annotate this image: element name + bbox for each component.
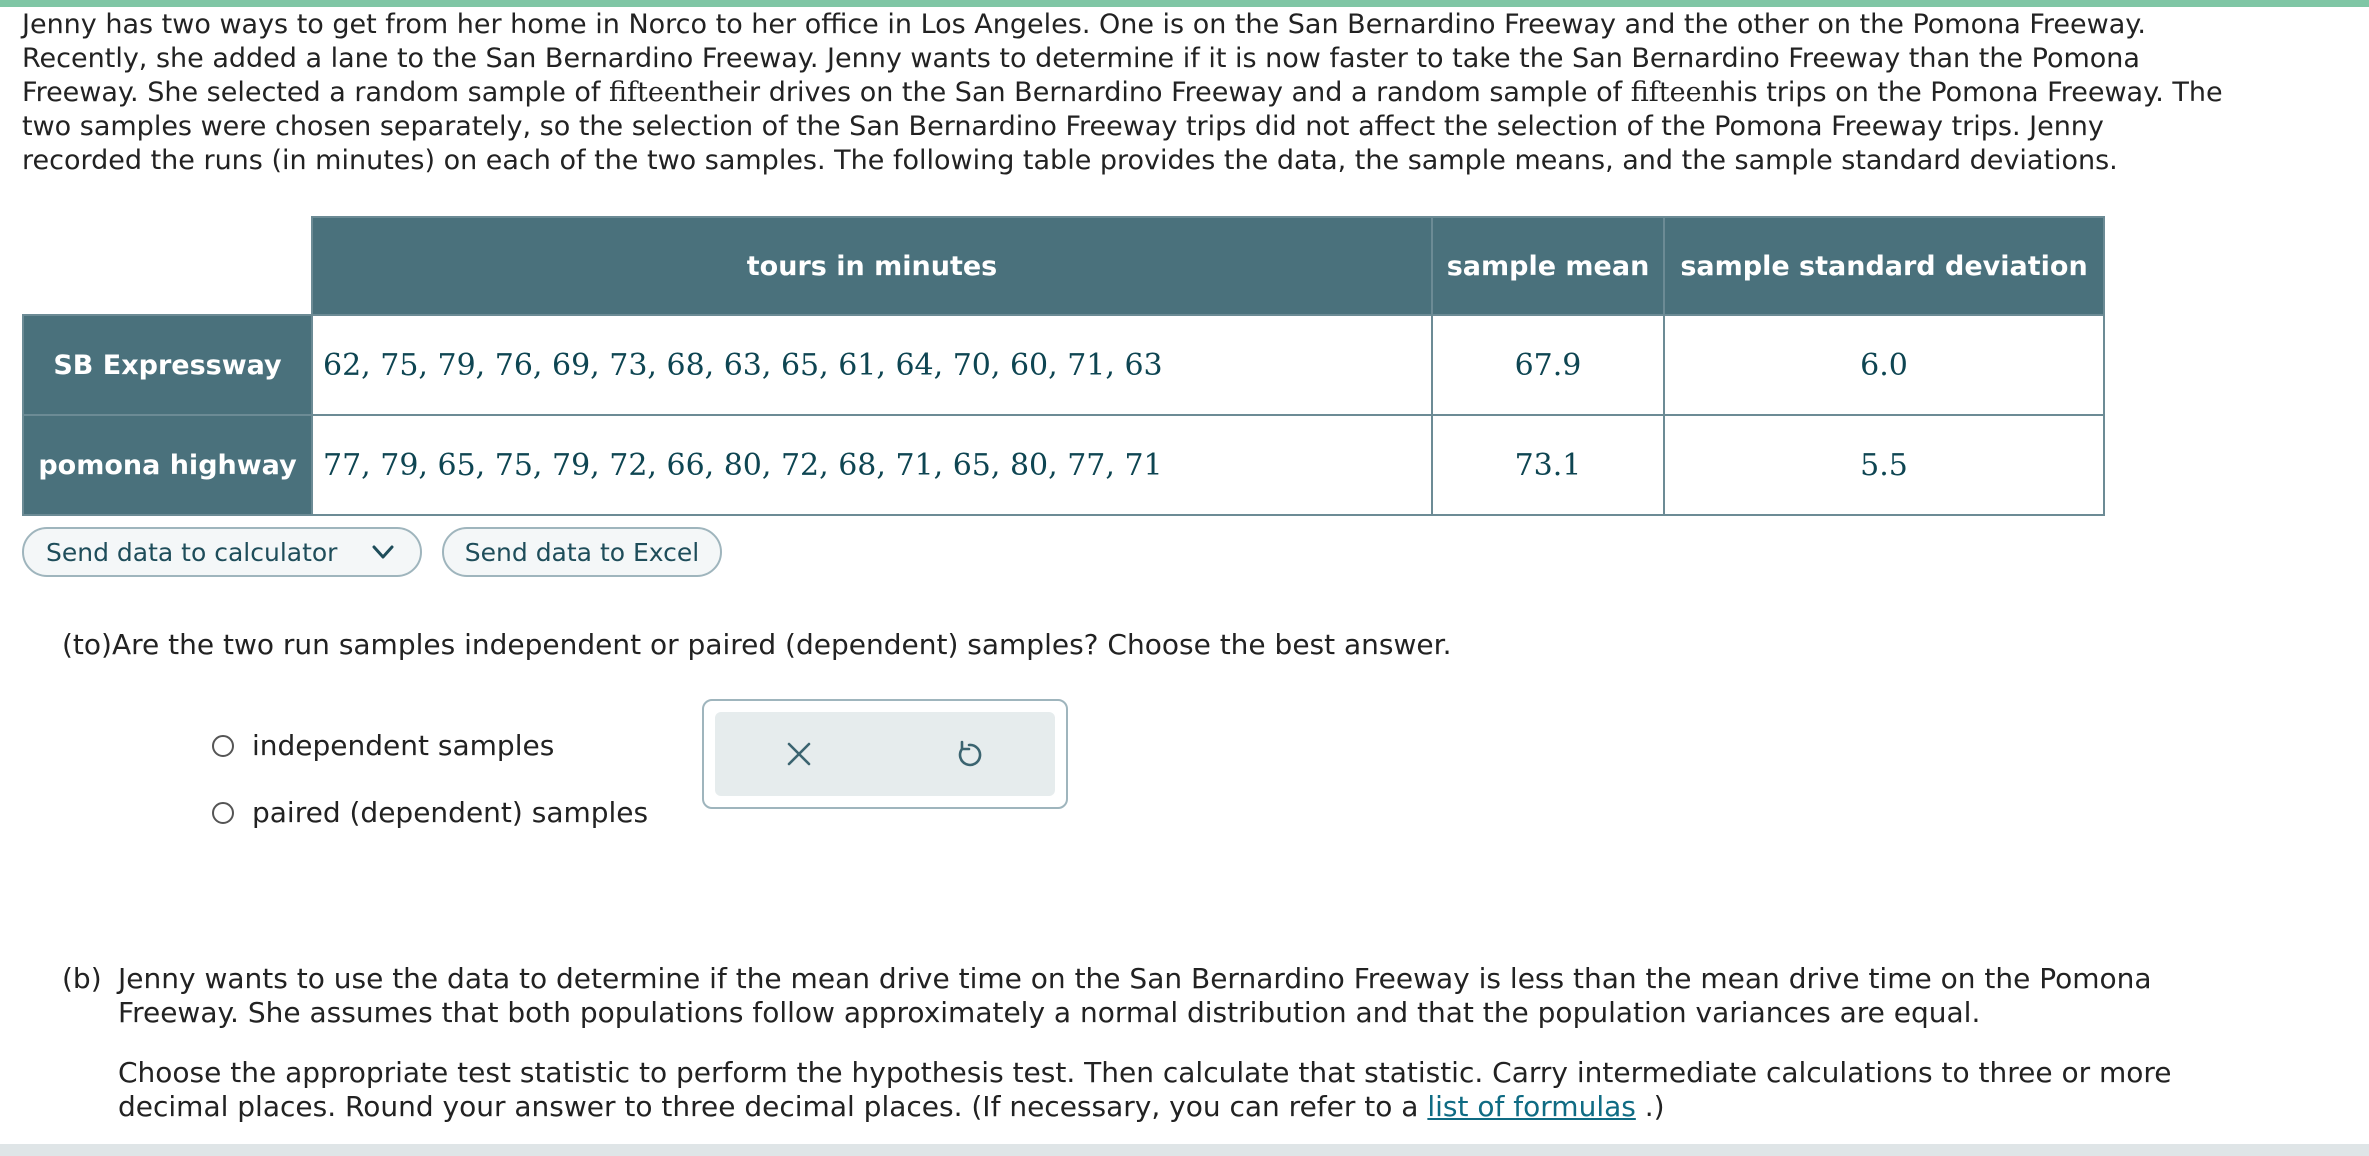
intro-line-3a: Freeway. She selected a random sample of — [22, 77, 601, 108]
intro-overlap-2: fifteen — [1630, 77, 1719, 108]
header-mean: sample mean — [1432, 217, 1664, 315]
intro-line-2: Recently, she added a lane to the San Bernardino Freeway. Jenny wants to determine if it is now faster to take the San Bernardino Freeway than the Pomona — [22, 43, 2140, 74]
row-sd-pomona: 5.5 — [1664, 415, 2104, 515]
option-paired[interactable] — [212, 796, 648, 829]
question-b-line-4b: .) — [1644, 1090, 1665, 1123]
header-tours: tours in minutes — [312, 217, 1432, 315]
row-values-pomona: 77, 79, 65, 75, 79, 72, 66, 80, 72, 68, 71, 65, 80, 77, 71 — [312, 415, 1432, 515]
question-a — [62, 628, 1451, 661]
problem-intro — [22, 8, 2322, 178]
question-b-line-2: Freeway. She assumes that both populations follow approximately a normal distribution and that the population variances are equal. — [118, 996, 1981, 1029]
answer-toolbox-inner — [715, 712, 1055, 796]
header-sd: sample standard deviation — [1664, 217, 2104, 315]
question-b-line-4 — [118, 1090, 2318, 1124]
question-a-label: (to) — [62, 628, 112, 661]
list-of-formulas-link[interactable]: list of formulas — [1427, 1090, 1636, 1123]
send-to-excel-label: Send data to Excel — [464, 537, 700, 567]
option-independent[interactable] — [212, 729, 554, 762]
question-b-instructions — [118, 1056, 2318, 1124]
row-mean-sb: 67.9 — [1432, 315, 1664, 415]
send-to-excel-button[interactable] — [442, 527, 722, 577]
chevron-down-icon[interactable] — [370, 539, 396, 565]
intro-line-4: two samples were chosen separately, so the selection of the San Bernardino Freeway trips did not affect the selection of the Pomona Freeway trips. Jenny — [22, 111, 2104, 142]
row-label-pomona: pomona highway — [23, 415, 312, 515]
question-b-text — [118, 962, 2318, 1030]
question-b-line-3: Choose the appropriate test statistic to perform the hypothesis test. Then calculate that statistic. Carry intermediate calculations to three or more — [118, 1056, 2172, 1089]
option-paired-label[interactable]: paired (dependent) samples — [252, 796, 649, 829]
send-to-calculator-label: Send data to calculator — [46, 537, 338, 567]
question-b-line-1: Jenny wants to use the data to determine if the mean drive time on the San Bernardino Freeway is less than the mean drive time on the Pomona — [118, 962, 2152, 995]
option-independent-label[interactable]: independent samples — [252, 729, 555, 762]
data-table — [22, 216, 2105, 516]
row-label-sb: SB Expressway — [23, 315, 312, 415]
table-row — [23, 315, 2104, 415]
close-icon[interactable] — [781, 736, 817, 772]
question-b-line-4a: decimal places. Round your answer to three decimal places. (If necessary, you can refer to a — [118, 1090, 1419, 1123]
undo-icon[interactable] — [951, 736, 987, 772]
row-values-sb: 62, 75, 79, 76, 69, 73, 68, 63, 65, 61, 64, 70, 60, 71, 63 — [312, 315, 1432, 415]
question-b-label: (b) — [62, 962, 102, 995]
row-mean-pomona: 73.1 — [1432, 415, 1664, 515]
bottom-bar — [0, 1144, 2369, 1156]
table-header-row — [23, 217, 2104, 315]
intro-line-3c: his trips on the Pomona Freeway. The — [1718, 77, 2223, 108]
radio-paired[interactable] — [212, 802, 234, 824]
top-accent-bar — [0, 0, 2369, 7]
table-row — [23, 415, 2104, 515]
intro-overlap-1: fifteen — [609, 77, 698, 108]
send-to-calculator-button[interactable] — [22, 527, 422, 577]
row-sd-sb: 6.0 — [1664, 315, 2104, 415]
question-a-text: Are the two run samples independent or paired (dependent) samples? Choose the best answer. — [111, 628, 1452, 661]
intro-line-3b: their drives on the San Bernardino Freeway and a random sample of — [697, 77, 1623, 108]
intro-line-5: recorded the runs (in minutes) on each of the two samples. The following table provides the data, the sample means, and the sample standard deviations. — [22, 145, 2118, 176]
intro-line-1: Jenny has two ways to get from her home in Norco to her office in Los Angeles. One is on the San Bernardino Freeway and the other on the Pomona Freeway. — [22, 9, 2146, 40]
table-corner — [23, 217, 312, 315]
answer-toolbox — [702, 699, 1068, 809]
radio-independent[interactable] — [212, 735, 234, 757]
intro-line-3 — [22, 76, 2322, 110]
